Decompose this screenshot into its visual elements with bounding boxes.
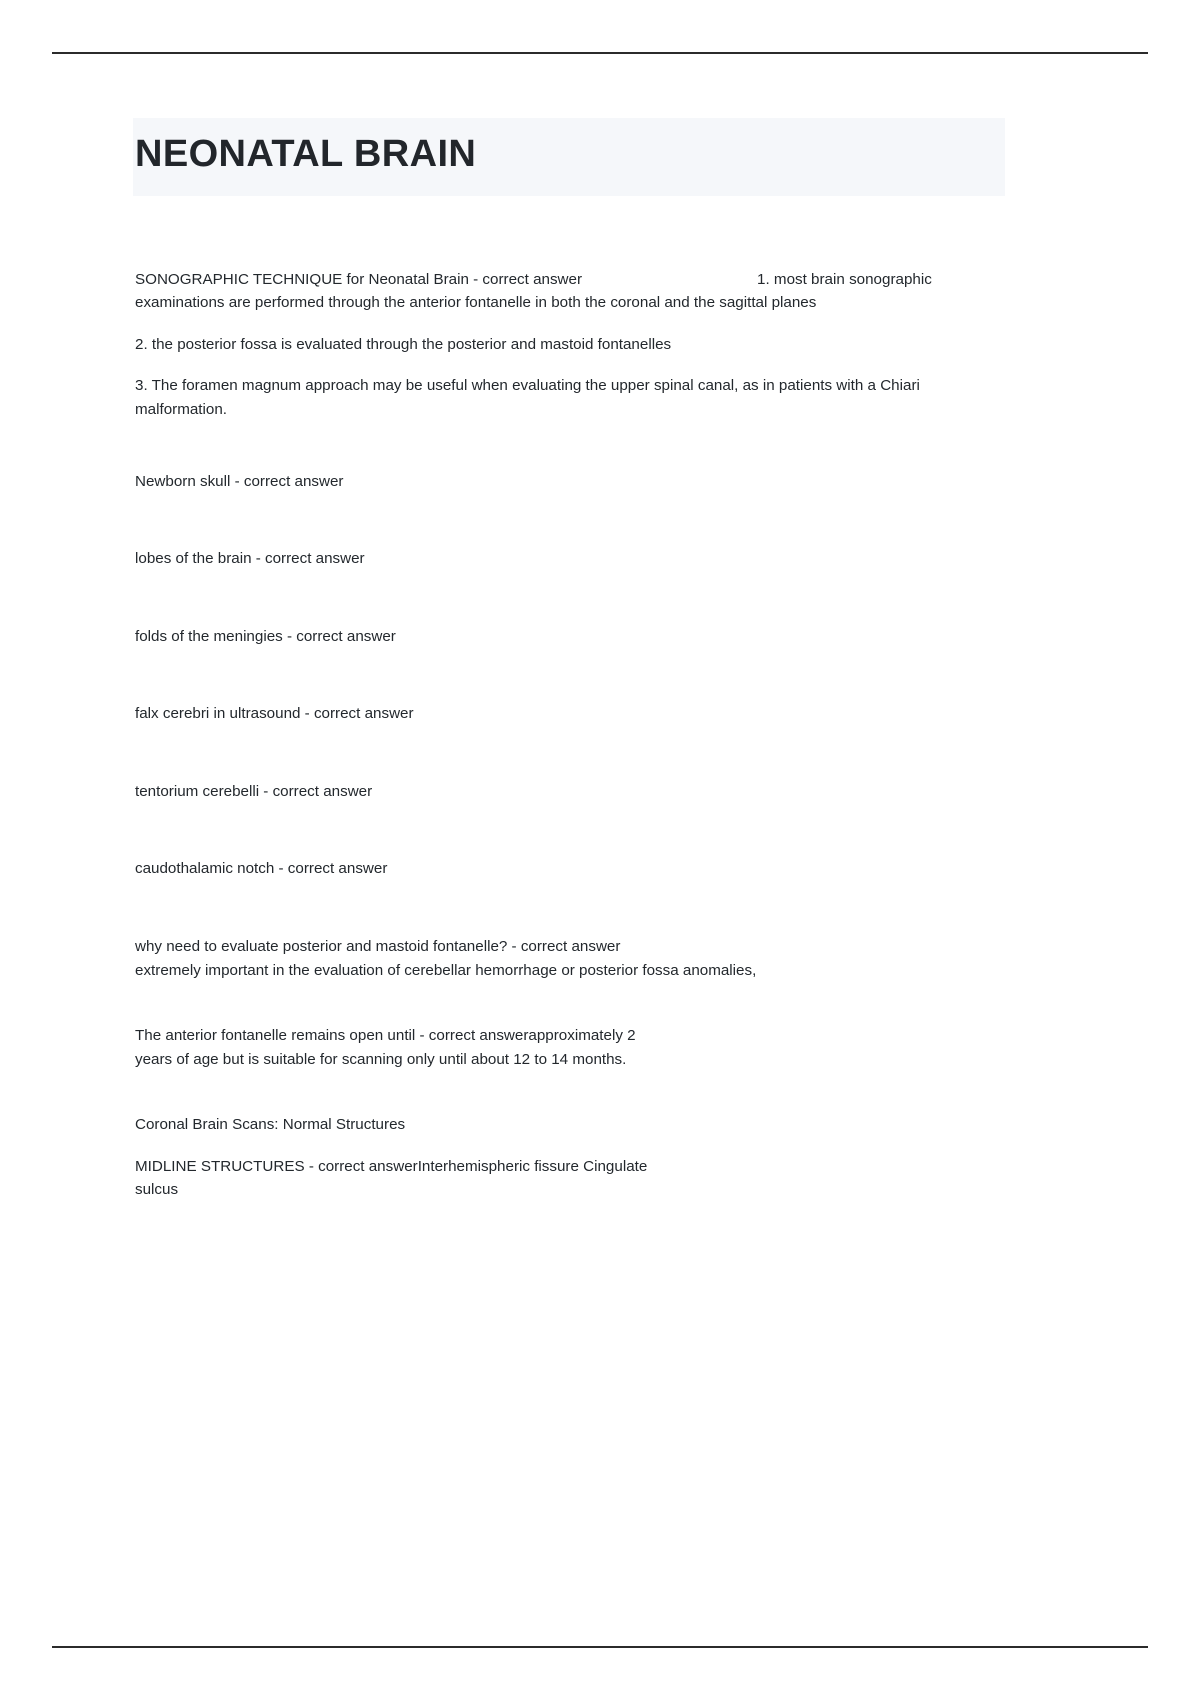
section-gap xyxy=(135,440,1010,470)
entry-anterior-fontanelle xyxy=(135,1024,1010,1048)
section-gap-2 xyxy=(135,982,1010,1024)
entry-fontanelle-answer: extremely important in the evaluation of cerebellar hemorrhage or posterior fossa anomalies, xyxy=(135,961,757,979)
entry-answer-head: Interhemispheric fissure Cingulate xyxy=(417,1157,648,1175)
entry-sonographic-technique xyxy=(135,268,1010,315)
entry-answer-rest: sonographic examinations are performed through the anterior fontanelle in both the coronal and the sagittal planes xyxy=(135,270,932,312)
entry-answer-head: 1. most brain xyxy=(757,270,845,288)
title-band xyxy=(133,118,1005,196)
entry-point-2: 2. the posterior fossa is evaluated through the posterior and mastoid fontanelles xyxy=(135,335,672,353)
document-content xyxy=(135,118,1010,1202)
entry-caudothalamic-notch: caudothalamic notch - correct answer xyxy=(135,860,388,878)
page-title: NEONATAL BRAIN xyxy=(135,133,477,175)
entry-falx-cerebri: falx cerebri in ultrasound - correct answer xyxy=(135,705,414,723)
entry-tentorium-cerebelli: tentorium cerebelli - correct answer xyxy=(135,782,373,800)
entry-question: SONOGRAPHIC TECHNIQUE for Neonatal Brain - correct answer xyxy=(135,270,583,288)
entry-newborn-skull: Newborn skull - correct answer xyxy=(135,472,344,490)
entry-lobes-of-the-brain: lobes of the brain - correct answer xyxy=(135,550,365,568)
footer-divider xyxy=(52,1646,1148,1648)
entry-coronal-heading: Coronal Brain Scans: Normal Structures xyxy=(135,1116,406,1134)
entry-point-3: 3. The foramen magnum approach may be useful when evaluating the upper spinal canal, as in patients with a Chiari malformation. xyxy=(135,377,920,419)
section-gap-3 xyxy=(135,1071,1010,1113)
entry-question: The anterior fontanelle remains open until - correct answer xyxy=(135,1027,529,1045)
document-body xyxy=(135,268,1010,1202)
entry-fontanelle-question: why need to evaluate posterior and mastoid fontanelle? - correct answer xyxy=(135,937,621,955)
entry-question: MIDLINE STRUCTURES - correct answer xyxy=(135,1157,418,1175)
entry-midline-structures xyxy=(135,1155,1010,1179)
entry-midline-structures-cont: sulcus xyxy=(135,1181,179,1199)
entry-anterior-fontanelle-cont: years of age but is suitable for scanning only until about 12 to 14 months. xyxy=(135,1050,627,1068)
entry-answer-head: approximately 2 xyxy=(528,1027,636,1045)
entry-folds-of-the-meningies: folds of the meningies - correct answer xyxy=(135,627,396,645)
header-divider xyxy=(52,52,1148,54)
